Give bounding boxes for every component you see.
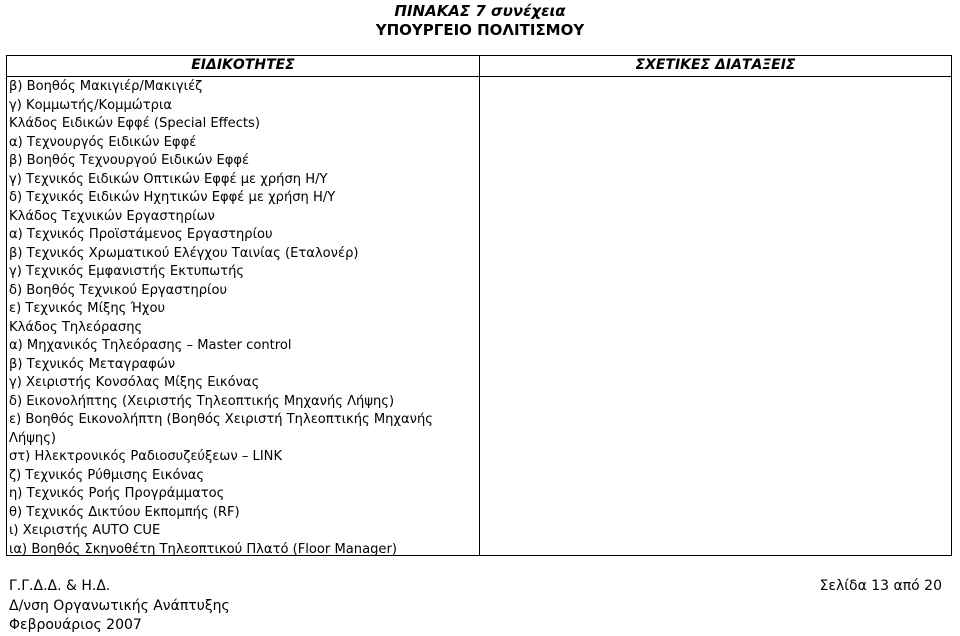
table-row: η) Τεχνικός Ροής Προγράμματος [9, 486, 225, 501]
table-row: β) Βοηθός Τεχνουργού Ειδικών Εφφέ [9, 153, 250, 168]
table-row: β) Βοηθός Μακιγιέρ/Μακιγιέζ [9, 79, 203, 94]
specialties-table [6, 55, 952, 556]
table-row: ια) Βοηθός Σκηνοθέτη Τηλεοπτικού Πλατό (Floor Manager) [9, 541, 397, 557]
table-row: Κλάδος Τεχνικών Εργαστηρίων [9, 208, 215, 224]
footer-org-line2: Δ/νση Οργανωτικής Ανάπτυξης [9, 597, 230, 614]
footer-page-number: Σελίδα 13 από 20 [819, 578, 942, 594]
table-row: Κλάδος Τηλεόρασης [9, 319, 143, 335]
table-row: δ) Τεχνικός Ειδικών Ηχητικών Εφφέ με χρήση Η/Υ [9, 190, 336, 205]
table-row: ι) Χειριστής AUTO CUE [9, 523, 161, 538]
column-divider [479, 55, 480, 556]
table-row: γ) Τεχνικός Ειδικών Οπτικών Εφφέ με χρήση Η/Υ [9, 171, 328, 187]
table-row: θ) Τεχνικός Δικτύου Εκπομπής (RF) [9, 504, 240, 520]
page-title: ΠΙΝΑΚΑΣ 7 συνέχεια [394, 2, 566, 20]
table-row: γ) Κομμωτής/Κομμώτρια [9, 97, 173, 113]
table-row: στ) Ηλεκτρονικός Ραδιοσυζεύξεων – LINK [9, 449, 283, 464]
table-row: ε) Τεχνικός Μίξης Ήχου [9, 301, 166, 316]
table-right-border [951, 55, 952, 556]
specialties-list [9, 78, 479, 559]
footer-org-line1: Γ.Γ.Δ.Δ. & Η.Δ. [9, 578, 111, 594]
column-header-specialties: ΕΙΔΙΚΟΤΗΤΕΣ [191, 57, 295, 73]
table-row: δ) Εικονολήπτης (Χειριστής Τηλεοπτικής Μηχανής Λήψης) [9, 393, 395, 409]
table-row: Κλάδος Ειδικών Εφφέ (Special Effects) [9, 116, 260, 131]
table-row: ε) Βοηθός Εικονολήπτη (Βοηθός Χειριστή Τηλεοπτικής Μηχανής Λήψης) [9, 412, 433, 446]
table-left-border [6, 55, 7, 556]
table-row: δ) Βοηθός Τεχνικού Εργαστηρίου [9, 282, 228, 298]
table-row: α) Τεχνουργός Ειδικών Εφφέ [9, 134, 197, 150]
table-row: β) Τεχνικός Μεταγραφών [9, 356, 176, 372]
ministry-subtitle: ΥΠΟΥΡΓΕΙΟ ΠΟΛΙΤΙΣΜΟΥ [375, 21, 585, 39]
table-row: γ) Τεχνικός Εμφανιστής Εκτυπωτής [9, 264, 245, 279]
footer-organization [9, 577, 230, 636]
table-row: β) Τεχνικός Χρωματικού Ελέγχου Ταινίας (Εταλονέρ) [9, 245, 359, 261]
footer-date: Φεβρουάριος 2007 [9, 617, 142, 633]
table-row: α) Μηχανικός Τηλεόρασης – Master control [9, 338, 292, 353]
column-header-provisions: ΣΧΕΤΙΚΕΣ ΔΙΑΤΑΞΕΙΣ [635, 57, 796, 73]
table-row: ζ) Τεχνικός Ρύθμισης Εικόνας [9, 467, 205, 483]
table-row: α) Τεχνικός Προϊστάμενος Εργαστηρίου [9, 227, 273, 242]
table-row: γ) Χειριστής Κονσόλας Μίξης Εικόνας [9, 375, 260, 390]
